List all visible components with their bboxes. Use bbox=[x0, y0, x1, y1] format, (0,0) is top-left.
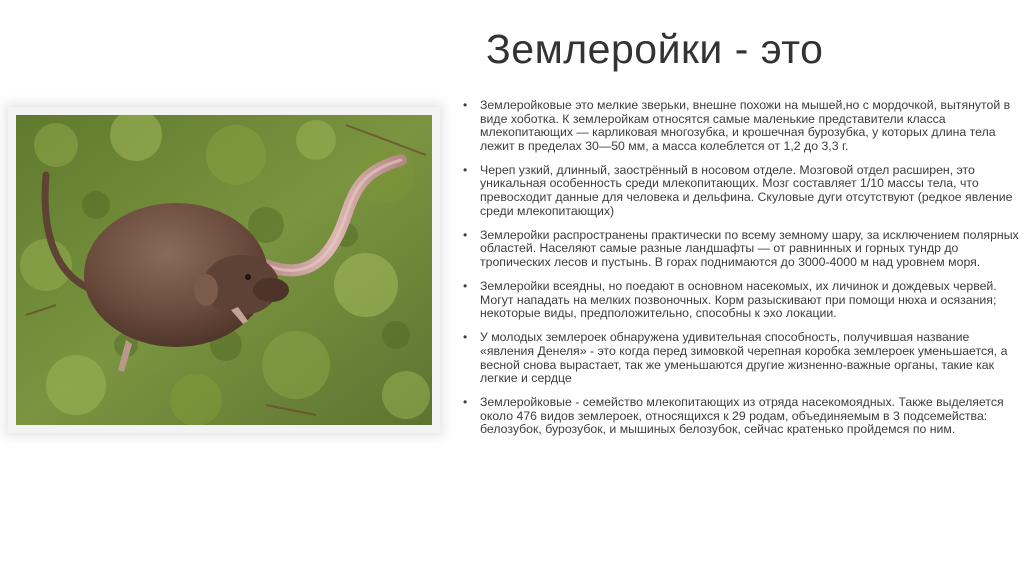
bullet-item bbox=[463, 331, 1019, 385]
bullet-dot: • bbox=[463, 162, 468, 177]
bullet-text: Землеройковые это мелкие зверьки, внешне похожи на мышей,но с мордочкой, вытянутой в виде хоботка. К землеройкам относятся самые маленькие представители класса млекопитающих — карликовая многозубка, и крошечная бурозубка, у которых длина тела лежит в пределах 30—50 мм, а масса колеблется от 1,2 до 3,3 г. bbox=[480, 98, 1011, 153]
bullet-item bbox=[463, 164, 1019, 218]
bullet-item bbox=[463, 396, 1019, 437]
bullet-dot: • bbox=[463, 395, 468, 410]
bullet-text: Землеройки всеядны, но поедают в основном насекомых, их личинок и дождевых червей. Могут нападать на мелких позвоночных. Корм разыскивают при помощи нюха и осязания; некоторые виды, предположительно, способны к эхо локации. bbox=[480, 279, 997, 321]
shrew-photo bbox=[8, 107, 440, 433]
bullet-dot: • bbox=[463, 227, 468, 242]
bullet-item bbox=[463, 99, 1019, 153]
bullet-dot: • bbox=[463, 279, 468, 294]
bullet-dot: • bbox=[463, 330, 468, 345]
bullet-text: У молодых землероек обнаружена удивительная способность, получившая название «явления Денеля» - это когда перед зимовкой черепная коробка землероек уменьшается, а весной снова вырастает, так же уменьшаются другие жизненно-важные органы, такие как легкие и сердце bbox=[480, 330, 1008, 386]
bullet-item bbox=[463, 229, 1019, 270]
bullet-text: Землеройковые - семейство млекопитающих из отряда насекомоядных. Также выделяется около 476 видов землероек, относящихся к 29 родам, объединяемым в 3 подсемейства: белозубок, бурозубок, и мышиных белозубок, сейчас кратенько пройдемся по ним. bbox=[480, 395, 1004, 437]
bullet-text: Землеройки распространены практически по всему земному шару, за исключением полярных областей. Населяют самые разные ландшафты — от равнинных и горных тундр до тропических лесов и пустынь. В горах поднимаются до 3000-4000 м над уровнем моря. bbox=[480, 227, 1019, 269]
bullet-list bbox=[463, 99, 1019, 447]
shrew-with-earthworm-photo-icon bbox=[16, 115, 432, 425]
slide-title: Землеройки - это bbox=[486, 26, 824, 72]
bullet-item bbox=[463, 280, 1019, 321]
bullet-text: Череп узкий, длинный, заострённый в носовом отделе. Мозговой отдел расширен, это уникальная особенность среди млекопитающих. Мозг составляет 1/10 массы тела, что превосходит данные для человека и дельфина. Скуловые дуги отсутствуют (редкое явление среди млекопитающих) bbox=[480, 162, 1013, 218]
bullet-dot: • bbox=[463, 98, 468, 112]
